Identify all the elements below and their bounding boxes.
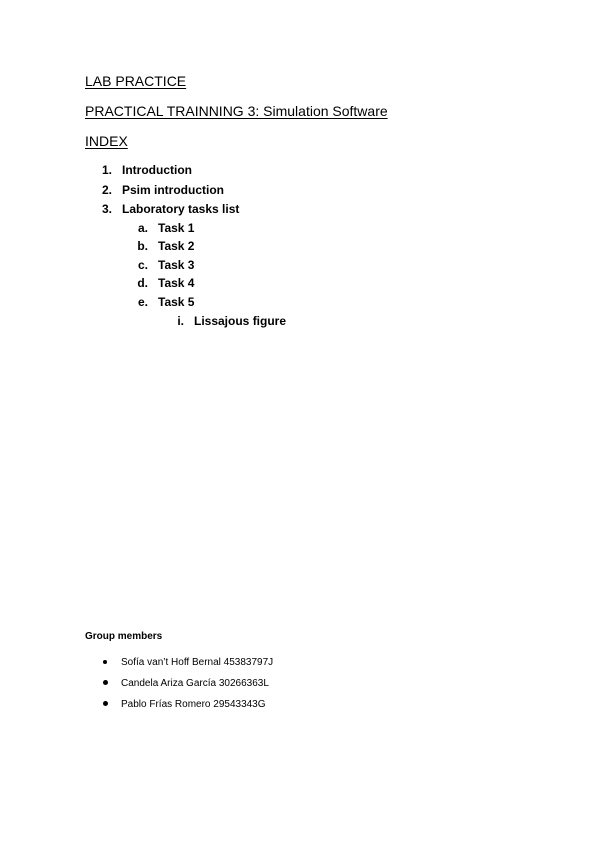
task-item-1 (137, 221, 195, 235)
index-heading: INDEX (85, 133, 128, 149)
task-item-3 (137, 258, 195, 272)
subtask-label: Lissajous figure (194, 314, 287, 328)
task-label: Task 4 (158, 276, 195, 290)
index-item-label: Psim introduction (122, 183, 224, 197)
subtask-item-lissajous (177, 314, 287, 328)
task-label: Task 1 (158, 221, 195, 235)
bullet-icon (103, 680, 108, 685)
index-item-psim-introduction (101, 183, 224, 197)
group-member: Sofía van’t Hoff Bernal 45383797J (121, 657, 274, 668)
task-marker: a. (137, 221, 148, 235)
group-member: Candela Ariza García 30266363L (121, 678, 269, 689)
index-item-label: Introduction (122, 163, 192, 177)
index-marker: 3. (101, 202, 112, 216)
task-marker: d. (137, 276, 148, 290)
index-item-label: Laboratory tasks list (122, 202, 240, 216)
bullet-icon (103, 701, 108, 706)
bullet-icon (103, 660, 107, 664)
task-item-2 (137, 239, 195, 253)
document-subtitle: PRACTICAL TRAINNING 3: Simulation Software (85, 103, 388, 119)
task-item-5 (137, 295, 195, 309)
group-member: Pablo Frías Romero 29543343G (121, 699, 266, 710)
index-marker: 1. (101, 163, 112, 177)
group-members-title: Group members (85, 631, 163, 642)
task-label: Task 3 (158, 258, 195, 272)
index-marker: 2. (101, 183, 112, 197)
task-marker: e. (137, 295, 148, 309)
index-item-introduction (101, 163, 192, 177)
task-label: Task 2 (158, 239, 195, 253)
task-item-4 (137, 276, 195, 290)
subtask-marker: i. (177, 314, 184, 328)
index-item-laboratory-tasks (101, 202, 240, 216)
task-label: Task 5 (158, 295, 195, 309)
document-title: LAB PRACTICE (85, 73, 187, 89)
task-marker: c. (137, 258, 148, 272)
task-marker: b. (137, 239, 148, 253)
